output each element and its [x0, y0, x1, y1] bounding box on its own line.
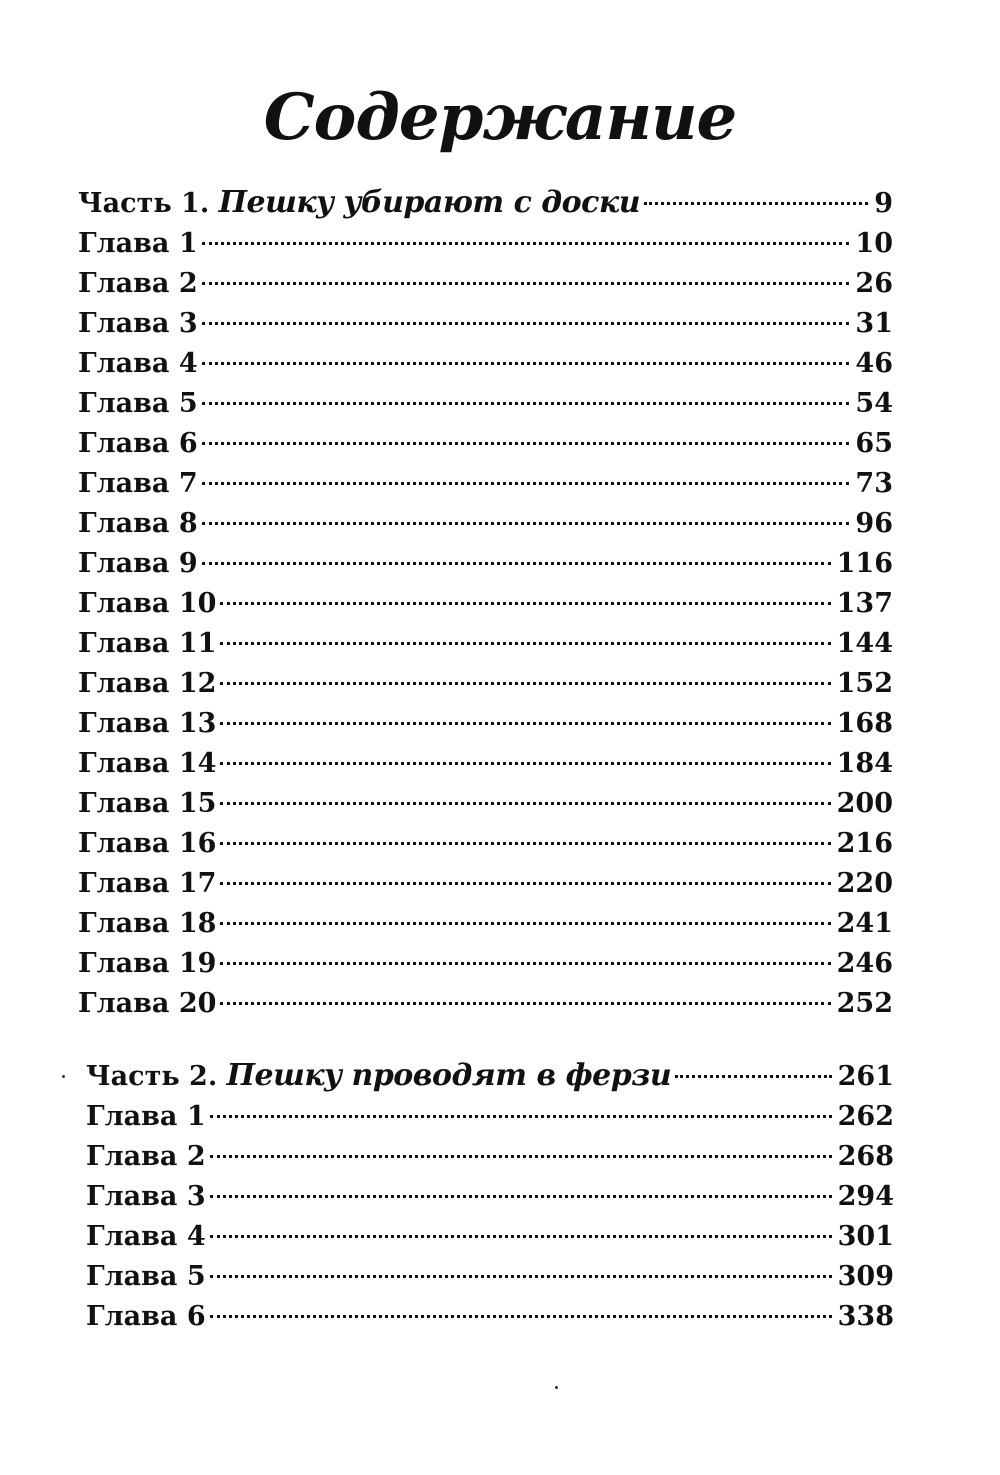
- toc-entry[interactable]: [78, 784, 893, 824]
- page-title: Содержание: [263, 80, 737, 155]
- toc-entry[interactable]: [86, 1297, 894, 1337]
- toc-entry[interactable]: [86, 1257, 894, 1297]
- toc-entry[interactable]: [78, 864, 893, 904]
- dot-leader: [220, 642, 830, 645]
- chapter-page-number: 144: [836, 628, 893, 659]
- chapter-page-number: 246: [836, 948, 893, 979]
- part-heading[interactable]: [78, 182, 893, 224]
- toc-entry[interactable]: [78, 824, 893, 864]
- toc-part-2: [86, 1055, 894, 1337]
- part-title: Пешку проводят в ферзи: [226, 1058, 672, 1093]
- toc-entry[interactable]: [78, 224, 893, 264]
- dot-leader: [675, 1075, 831, 1078]
- dot-leader: [210, 1115, 832, 1118]
- chapter-list: [78, 224, 893, 1024]
- toc-entry[interactable]: [78, 744, 893, 784]
- dot-leader: [202, 442, 850, 445]
- toc-entry[interactable]: [78, 944, 893, 984]
- chapter-label: Глава 10: [78, 588, 217, 619]
- toc-entry[interactable]: [78, 904, 893, 944]
- chapter-label: Глава 16: [78, 828, 217, 859]
- dot-leader: [220, 682, 830, 685]
- toc-entry[interactable]: [78, 384, 893, 424]
- chapter-label: Глава 4: [86, 1221, 206, 1252]
- chapter-label: Глава 8: [78, 508, 198, 539]
- part-heading[interactable]: [86, 1055, 894, 1097]
- chapter-page-number: 31: [855, 308, 893, 339]
- dot-leader: [210, 1275, 832, 1278]
- chapter-label: Глава 3: [86, 1181, 206, 1212]
- chapter-page-number: 116: [836, 548, 893, 579]
- dot-leader: [220, 842, 830, 845]
- chapter-label: Глава 14: [78, 748, 217, 779]
- dot-leader: [210, 1235, 832, 1238]
- chapter-label: Глава 3: [78, 308, 198, 339]
- chapter-label: Глава 1: [78, 228, 198, 259]
- chapter-page-number: 184: [836, 748, 893, 779]
- chapter-label: Глава 20: [78, 988, 217, 1019]
- toc-part-1: [78, 182, 893, 1024]
- print-speck: [62, 1075, 65, 1078]
- dot-leader: [202, 522, 850, 525]
- chapter-label: Глава 9: [78, 548, 198, 579]
- chapter-label: Глава 12: [78, 668, 217, 699]
- chapter-page-number: 220: [836, 868, 893, 899]
- chapter-page-number: 73: [855, 468, 893, 499]
- toc-entry[interactable]: [78, 344, 893, 384]
- chapter-page-number: 338: [837, 1301, 894, 1332]
- chapter-page-number: 152: [836, 668, 893, 699]
- dot-leader: [220, 882, 830, 885]
- toc-entry[interactable]: [86, 1137, 894, 1177]
- toc-entry[interactable]: [86, 1217, 894, 1257]
- chapter-page-number: 216: [836, 828, 893, 859]
- chapter-label: Глава 15: [78, 788, 217, 819]
- toc-entry[interactable]: [78, 424, 893, 464]
- dot-leader: [210, 1155, 832, 1158]
- dot-leader: [202, 362, 850, 365]
- dot-leader: [644, 202, 868, 205]
- chapter-page-number: 46: [855, 348, 893, 379]
- toc-entry[interactable]: [78, 704, 893, 744]
- dot-leader: [220, 602, 830, 605]
- chapter-label: Глава 2: [78, 268, 198, 299]
- chapter-label: Глава 6: [86, 1301, 206, 1332]
- chapter-list: [86, 1097, 894, 1337]
- chapter-label: Глава 5: [86, 1261, 206, 1292]
- chapter-page-number: 294: [837, 1181, 894, 1212]
- dot-leader: [202, 282, 850, 285]
- chapter-label: Глава 11: [78, 628, 217, 659]
- chapter-page-number: 301: [837, 1221, 894, 1252]
- toc-entry[interactable]: [78, 464, 893, 504]
- part-number: Часть 1.: [78, 188, 219, 219]
- chapter-page-number: 268: [837, 1141, 894, 1172]
- dot-leader: [220, 962, 830, 965]
- dot-leader: [210, 1195, 832, 1198]
- dot-leader: [220, 762, 830, 765]
- dot-leader: [220, 922, 830, 925]
- chapter-label: Глава 4: [78, 348, 198, 379]
- chapter-label: Глава 6: [78, 428, 198, 459]
- toc-entry[interactable]: [78, 584, 893, 624]
- chapter-label: Глава 18: [78, 908, 217, 939]
- chapter-page-number: 65: [855, 428, 893, 459]
- part-page-number: 261: [837, 1061, 894, 1092]
- chapter-page-number: 96: [855, 508, 893, 539]
- toc-entry[interactable]: [78, 544, 893, 584]
- toc-entry[interactable]: [78, 624, 893, 664]
- part-page-number: 9: [874, 188, 893, 219]
- toc-entry[interactable]: [78, 664, 893, 704]
- chapter-label: Глава 1: [86, 1101, 206, 1132]
- chapter-page-number: 309: [837, 1261, 894, 1292]
- dot-leader: [202, 242, 850, 245]
- dot-leader: [220, 802, 830, 805]
- toc-entry[interactable]: [86, 1177, 894, 1217]
- toc-entry[interactable]: [86, 1097, 894, 1137]
- part-number: Часть 2.: [86, 1061, 227, 1092]
- chapter-page-number: 137: [836, 588, 893, 619]
- chapter-page-number: 262: [837, 1101, 894, 1132]
- dot-leader: [220, 1002, 830, 1005]
- print-speck: [555, 1386, 558, 1389]
- dot-leader: [202, 402, 850, 405]
- toc-entry[interactable]: [78, 504, 893, 544]
- dot-leader: [210, 1315, 832, 1318]
- chapter-label: Глава 19: [78, 948, 217, 979]
- toc-entry[interactable]: [78, 264, 893, 304]
- chapter-page-number: 26: [855, 268, 893, 299]
- chapter-label: Глава 13: [78, 708, 217, 739]
- chapter-label: Глава 5: [78, 388, 198, 419]
- chapter-label: Глава 17: [78, 868, 217, 899]
- dot-leader: [202, 322, 850, 325]
- chapter-page-number: 252: [836, 988, 893, 1019]
- chapter-label: Глава 7: [78, 468, 198, 499]
- toc-entry[interactable]: [78, 984, 893, 1024]
- chapter-page-number: 168: [836, 708, 893, 739]
- toc-entry[interactable]: [78, 304, 893, 344]
- chapter-page-number: 54: [855, 388, 893, 419]
- chapter-page-number: 10: [855, 228, 893, 259]
- chapter-page-number: 241: [836, 908, 893, 939]
- dot-leader: [220, 722, 830, 725]
- part-title: Пешку убирают с доски: [218, 185, 641, 220]
- dot-leader: [202, 562, 831, 565]
- chapter-label: Глава 2: [86, 1141, 206, 1172]
- chapter-page-number: 200: [836, 788, 893, 819]
- dot-leader: [202, 482, 850, 485]
